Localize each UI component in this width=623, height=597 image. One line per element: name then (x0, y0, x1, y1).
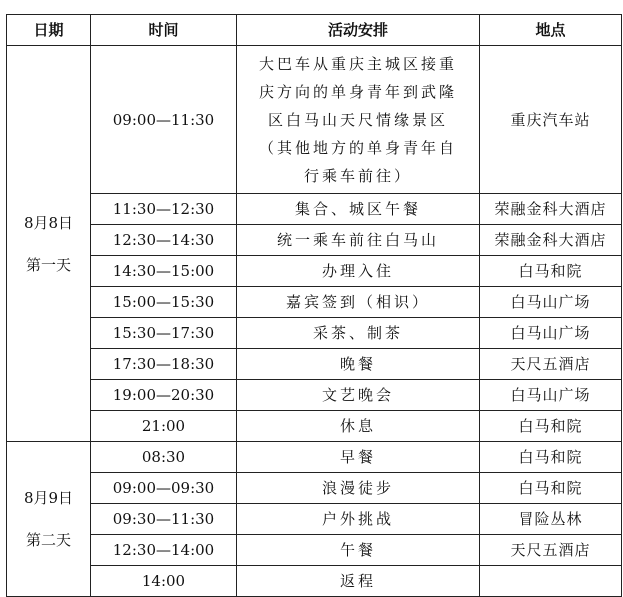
table-row (7, 256, 622, 287)
time-cell: 09:00—11:30 (91, 46, 237, 194)
activity-cell: 户外挑战 (237, 504, 480, 535)
date-day2: 8月9日 (23, 489, 74, 507)
table-row (7, 287, 622, 318)
schedule-table (6, 14, 622, 597)
header-activity: 活动安排 (237, 15, 480, 46)
location-cell (480, 566, 622, 597)
activity-cell: 午餐 (237, 535, 480, 566)
header-row (7, 15, 622, 46)
activity-cell: 晚餐 (237, 349, 480, 380)
location-cell: 白马和院 (480, 411, 622, 442)
activity-line: 庆方向的单身青年到武隆 (258, 82, 457, 101)
table-row (7, 194, 622, 225)
date-cell-day1 (7, 46, 91, 442)
header-date: 日期 (7, 15, 91, 46)
activity-cell: 嘉宾签到（相识） (237, 287, 480, 318)
activity-cell (237, 46, 480, 194)
location-cell: 白马山广场 (480, 287, 622, 318)
location-cell: 白马山广场 (480, 318, 622, 349)
time-cell: 11:30—12:30 (91, 194, 237, 225)
activity-cell: 统一乘车前往白马山 (237, 225, 480, 256)
table-row (7, 46, 622, 194)
table-row (7, 411, 622, 442)
table-row (7, 504, 622, 535)
time-cell: 15:00—15:30 (91, 287, 237, 318)
table-row (7, 349, 622, 380)
time-cell: 09:30—11:30 (91, 504, 237, 535)
time-cell: 12:30—14:30 (91, 225, 237, 256)
activity-line: 区白马山天尺情缘景区 (267, 110, 448, 129)
table-row (7, 318, 622, 349)
location-cell: 白马和院 (480, 473, 622, 504)
time-cell: 19:00—20:30 (91, 380, 237, 411)
time-cell: 15:30—17:30 (91, 318, 237, 349)
activity-cell: 文艺晚会 (237, 380, 480, 411)
location-cell: 冒险丛林 (480, 504, 622, 535)
activity-cell: 集合、城区午餐 (237, 194, 480, 225)
activity-line: （其他地方的单身青年自 (258, 138, 457, 157)
activity-cell: 采茶、制茶 (237, 318, 480, 349)
activity-cell: 返程 (237, 566, 480, 597)
location-cell: 白马和院 (480, 442, 622, 473)
header-location: 地点 (480, 15, 622, 46)
location-cell: 荣融金科大酒店 (480, 194, 622, 225)
table-row (7, 566, 622, 597)
location-cell: 白马山广场 (480, 380, 622, 411)
activity-cell: 早餐 (237, 442, 480, 473)
table-row (7, 225, 622, 256)
location-cell: 天尺五酒店 (480, 535, 622, 566)
date-cell-day2 (7, 442, 91, 597)
location-cell: 天尺五酒店 (480, 349, 622, 380)
table-row (7, 442, 622, 473)
time-cell: 09:00—09:30 (91, 473, 237, 504)
day-label-day2: 第二天 (25, 531, 71, 549)
table-row (7, 535, 622, 566)
header-time: 时间 (91, 15, 237, 46)
activity-line: 行乘车前往） (303, 166, 412, 185)
time-cell: 12:30—14:00 (91, 535, 237, 566)
location-cell: 白马和院 (480, 256, 622, 287)
time-cell: 14:00 (91, 566, 237, 597)
location-cell: 重庆汽车站 (480, 46, 622, 194)
time-cell: 21:00 (91, 411, 237, 442)
time-cell: 17:30—18:30 (91, 349, 237, 380)
activity-cell: 休息 (237, 411, 480, 442)
time-cell: 08:30 (91, 442, 237, 473)
table-row (7, 380, 622, 411)
activity-line: 大巴车从重庆主城区接重 (258, 54, 457, 73)
date-day1: 8月8日 (23, 213, 74, 232)
activity-cell: 办理入住 (237, 256, 480, 287)
activity-cell: 浪漫徒步 (237, 473, 480, 504)
table-row (7, 473, 622, 504)
day-label-day1: 第一天 (25, 255, 71, 274)
location-cell: 荣融金科大酒店 (480, 225, 622, 256)
time-cell: 14:30—15:00 (91, 256, 237, 287)
